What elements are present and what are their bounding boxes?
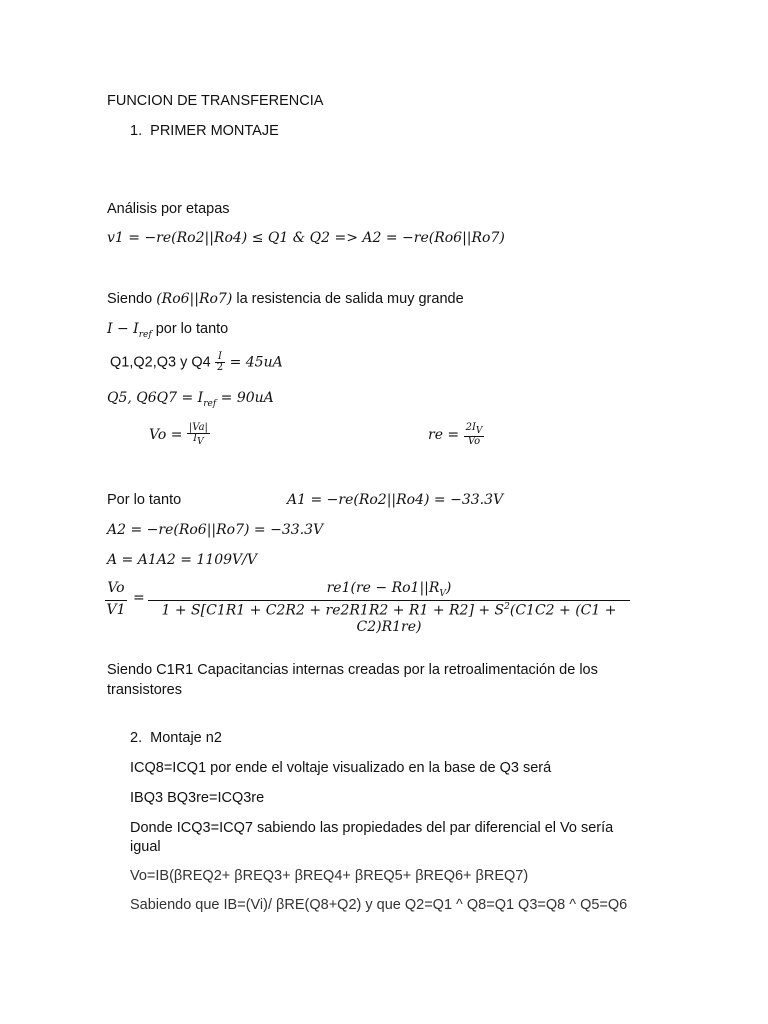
i-ref-math: I − I [107, 321, 139, 337]
equation-v1: v1 = −re(Ro2||Ro4) ≤ Q1 & Q2 => A2 = −re(Ro6||Ro7) [107, 230, 505, 246]
paragraph-icq8: ICQ8=ICQ1 por ende el voltaje visualizado en la base de Q3 será [130, 760, 552, 776]
por-lo-tanto-label: Por lo tanto [107, 492, 182, 508]
analysis-heading: Análisis por etapas [107, 201, 230, 217]
paragraph-vo-ib: Vo=IB(βREQ2+ βREQ3+ βREQ4+ βREQ5+ βREQ6+ βREQ7) [130, 868, 529, 884]
section-2-number: 2. [130, 730, 143, 746]
transfer-function [105, 580, 630, 635]
section-2-title: Montaje n2 [150, 730, 222, 746]
tf-denominator: $1 + S[C1R1 + C2R2 + re2R1R2 + R1 + R2] + S^2(C1C2 + (C1 + C2)R1re)$ [161, 602, 617, 635]
q1-q4-value: = 45uA [225, 354, 283, 371]
half-current-fraction: $\frac{I}{2}$ [216, 351, 224, 373]
q5-subscript: ref [203, 398, 217, 409]
i-ref-subscript: ref [138, 329, 152, 340]
paragraph-ibq3: IBQ3 BQ3re=ICQ3re [130, 790, 265, 806]
tf-numerator: $re1(re - Ro1||R_V)$ [326, 580, 452, 599]
re-equation: re = $\frac{2I_V}{Vo}$ [428, 422, 483, 447]
vo-fraction: $\frac{|Va|}{I_V}$ [188, 422, 208, 447]
siendo-pre: Siendo [107, 291, 157, 307]
siendo-post: la resistencia de salida muy grande [232, 291, 464, 307]
q5-q7-math: Q5, Q6Q7 = I [107, 390, 204, 406]
tf-equals: = [133, 590, 145, 606]
q5-q7-line [107, 388, 274, 414]
i-ref-post: por lo tanto [151, 321, 229, 337]
paragraph-donde-line-2: igual [130, 839, 161, 855]
siendo-paragraph-2-line-1: Siendo C1R1 Capacitancias internas creadas por la retroalimentación de los [107, 662, 598, 678]
section-2-heading [130, 728, 222, 748]
siendo-math: (Ro6||Ro7) [156, 291, 233, 307]
vo-equation: Vo = $\frac{|Va|}{I_V}$ [149, 422, 208, 447]
tf-lhs-numerator: Vo [107, 580, 125, 596]
q1-q4-label: Q1,Q2,Q3 y Q4 [110, 354, 215, 371]
section-1-number: 1. [130, 123, 143, 139]
paragraph-donde-line-1: Donde ICQ3=ICQ7 sabiendo las propiedades del par diferencial el Vo sería [130, 820, 614, 836]
q1-q4-line [110, 352, 283, 373]
re-fraction: $\frac{2I_V}{Vo}$ [465, 422, 483, 447]
equation-a1: A1 = −re(Ro2||Ro4) = −33.3V [287, 492, 504, 508]
siendo-paragraph-2-line-2: transistores [107, 682, 182, 698]
siendo-paragraph-1 [107, 289, 464, 309]
i-ref-line [107, 319, 228, 345]
section-1-heading [130, 121, 279, 141]
paragraph-sabiendo: Sabiendo que IB=(Vi)/ βRE(Q8+Q2) y que Q2=Q1 ^ Q8=Q1 Q3=Q8 ^ Q5=Q6 [130, 897, 628, 913]
tf-lhs-denominator: V1 [106, 602, 126, 618]
document-title: FUNCION DE TRANSFERENCIA [107, 93, 324, 109]
equation-a: A = A1A2 = 1109V/V [107, 552, 257, 568]
q5-value: = 90uA [216, 390, 274, 406]
section-1-title: PRIMER MONTAJE [150, 123, 279, 139]
equation-a2: A2 = −re(Ro6||Ro7) = −33.3V [107, 522, 324, 538]
